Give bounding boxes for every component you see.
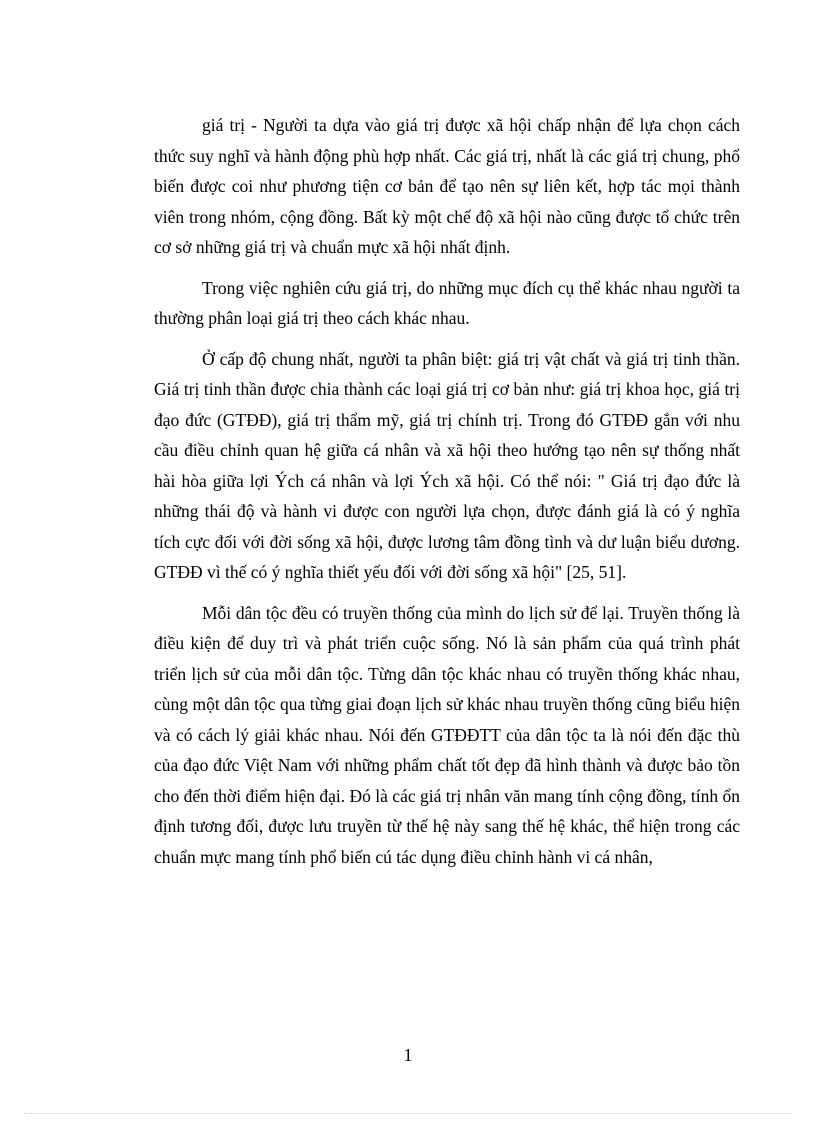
paragraph: giá trị - Người ta dựa vào giá trị được xã hội chấp nhận để lựa chọn cách thức suy nghĩ và hành động phù hợp nhất. Các giá trị, nhất là các giá trị chung, phổ biến được coi như phương tiện cơ bản để tạo nên sự liên kết, hợp tác mọi thành viên trong nhóm, cộng đồng. Bất kỳ một chế độ xã hội nào cũng được tổ chức trên cơ sở những giá trị và chuẩn mực xã hội nhất định. <box>154 115 740 257</box>
page-number: 1 <box>403 1045 413 1065</box>
paragraph: Ở cấp độ chung nhất, người ta phân biệt: giá trị vật chất và giá trị tinh thần. Giá trị tinh thần được chia thành các loại giá trị cơ bản như: giá trị khoa học, giá trị đạo đức (GTĐĐ), giá trị thẩm mỹ, giá trị chính trị. Trong đó GTĐĐ gắn với nhu cầu điều chỉnh quan hệ giữa cá nhân và xã hội theo hướng tạo nên sự thống nhất hài hòa giữa lợi Ých cá nhân và lợi Ých xã hội. Có thể nói: " Giá trị đạo đức là những thái độ và hành vi được con người lựa chọn, được đánh giá là có ý nghĩa tích cực đối với đời sống xã hội, được lương tâm đồng tình và dư luận biểu dương. GTĐĐ vì thế có ý nghĩa thiết yếu đối với đời sống xã hội" [25, 51]. <box>154 348 740 582</box>
page-bottom-divider <box>24 1113 792 1114</box>
page-body <box>154 110 740 882</box>
paragraph: Trong việc nghiên cứu giá trị, do những mục đích cụ thể khác nhau người ta thường phân loại giá trị theo cách khác nhau. <box>154 277 740 328</box>
paragraph: Mỗi dân tộc đều có truyền thống của mình do lịch sử để lại. Truyền thống là điều kiện để duy trì và phát triển cuộc sống. Nó là sản phẩm của quá trình phát triển lịch sử của mỗi dân tộc. Từng dân tộc khác nhau có truyền thống khác nhau, cùng một dân tộc qua từng giai đoạn lịch sử khác nhau truyền thống cũng biểu hiện và có cách lý giải khác nhau. Nói đến GTĐĐTT của dân tộc ta là nói đến đặc thù của đạo đức Việt Nam với những phẩm chất tốt đẹp đã hình thành và được bảo tồn cho đến thời điểm hiện đại. Đó là các giá trị nhân văn mang tính cộng đồng, tính ổn định tương đối, được lưu truyền từ thế hệ này sang thế hệ khác, thể hiện trong các chuẩn mực mang tính phổ biến cú tác dụng điều chỉnh hành vi cá nhân, <box>154 602 740 867</box>
